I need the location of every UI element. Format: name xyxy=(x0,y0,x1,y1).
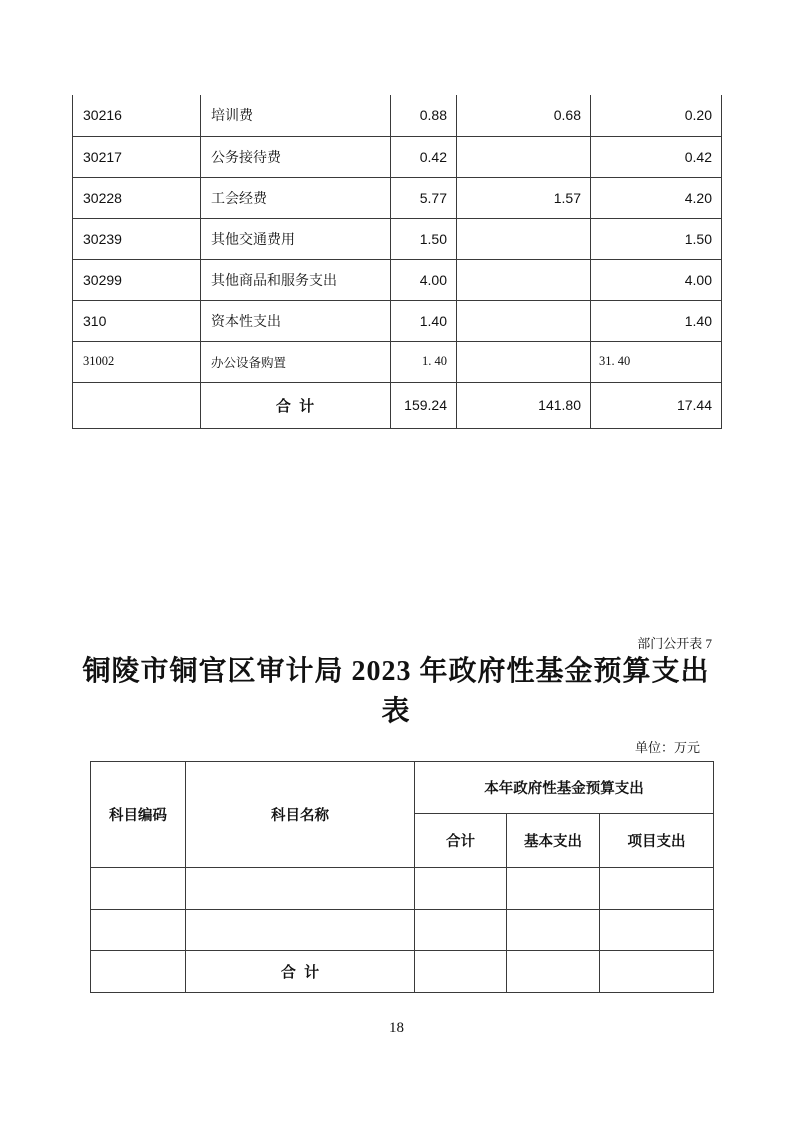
table-title-line2: 表 xyxy=(381,696,411,727)
basic-expense-cell: 0.68 xyxy=(457,95,591,136)
total-cell: 1. 40 xyxy=(391,341,457,382)
table-row xyxy=(73,136,722,177)
subject-name-cell: 公务接待费 xyxy=(201,136,391,177)
total-cell xyxy=(415,910,507,951)
total-cell: 1.40 xyxy=(391,300,457,341)
header-project-expense: 项目支出 xyxy=(600,814,714,868)
total-cell: 1.50 xyxy=(391,218,457,259)
table-row xyxy=(73,177,722,218)
total-cell: 159.24 xyxy=(391,382,457,428)
table-row xyxy=(73,95,722,136)
subject-name-cell: 资本性支出 xyxy=(201,300,391,341)
project-expense-cell xyxy=(600,951,714,993)
project-expense-cell xyxy=(600,910,714,951)
table-title-line1: 铜陵市铜官区审计局 2023 年政府性基金预算支出 xyxy=(82,656,710,687)
unit-label: 单位：万元 xyxy=(634,740,700,755)
table-total-row xyxy=(91,951,714,993)
table-number-label: 部门公开表 7 xyxy=(637,636,712,651)
basic-expense-cell: 141.80 xyxy=(457,382,591,428)
basic-expense-cell xyxy=(507,951,600,993)
basic-expense-cell: 1.57 xyxy=(457,177,591,218)
table-row xyxy=(91,910,714,951)
table-row xyxy=(73,218,722,259)
basic-expense-cell xyxy=(457,136,591,177)
grand-total-label: 合 计 xyxy=(201,382,391,428)
grand-total-label: 合 计 xyxy=(186,951,415,993)
project-expense-cell: 1.40 xyxy=(591,300,722,341)
gov-fund-budget-table xyxy=(90,761,714,993)
subject-name-cell: 其他商品和服务支出 xyxy=(201,259,391,300)
total-cell: 0.42 xyxy=(391,136,457,177)
project-expense-cell: 17.44 xyxy=(591,382,722,428)
table-row xyxy=(73,341,722,382)
subject-code-cell xyxy=(91,868,186,910)
subject-name-cell: 工会经费 xyxy=(201,177,391,218)
project-expense-cell: 4.20 xyxy=(591,177,722,218)
project-expense-cell: 0.42 xyxy=(591,136,722,177)
total-cell xyxy=(415,868,507,910)
table-total-row xyxy=(73,382,722,428)
table-title xyxy=(56,652,736,732)
header-subject-name: 科目名称 xyxy=(186,762,415,868)
table-row xyxy=(73,259,722,300)
subject-name-cell: 培训费 xyxy=(201,95,391,136)
page-number: 18 xyxy=(389,1020,404,1036)
header-subject-code: 科目编码 xyxy=(91,762,186,868)
table-row xyxy=(73,300,722,341)
table-row xyxy=(91,868,714,910)
total-cell: 4.00 xyxy=(391,259,457,300)
total-cell: 5.77 xyxy=(391,177,457,218)
project-expense-cell: 0.20 xyxy=(591,95,722,136)
total-cell xyxy=(415,951,507,993)
basic-expense-cell xyxy=(457,259,591,300)
subject-name-cell xyxy=(186,868,415,910)
basic-expense-cell xyxy=(507,910,600,951)
subject-name-cell xyxy=(186,910,415,951)
subject-code-cell xyxy=(91,910,186,951)
basic-expense-cell xyxy=(457,218,591,259)
subject-code-cell: 31002 xyxy=(73,341,201,382)
subject-code-cell: 30228 xyxy=(73,177,201,218)
basic-expense-cell xyxy=(507,868,600,910)
project-expense-cell: 31. 40 xyxy=(591,341,722,382)
subject-code-cell xyxy=(91,951,186,993)
project-expense-cell: 4.00 xyxy=(591,259,722,300)
subject-name-cell: 办公设备购置 xyxy=(201,341,391,382)
total-cell: 0.88 xyxy=(391,95,457,136)
basic-expense-cell xyxy=(457,341,591,382)
header-total: 合计 xyxy=(415,814,507,868)
basic-expense-cell xyxy=(457,300,591,341)
subject-code-cell: 310 xyxy=(73,300,201,341)
budget-table-continued xyxy=(72,95,722,429)
header-fund-expense-group: 本年政府性基金预算支出 xyxy=(415,762,714,814)
subject-name-cell: 其他交通费用 xyxy=(201,218,391,259)
subject-code-cell: 30216 xyxy=(73,95,201,136)
subject-code-cell xyxy=(73,382,201,428)
subject-code-cell: 30217 xyxy=(73,136,201,177)
subject-code-cell: 30299 xyxy=(73,259,201,300)
project-expense-cell: 1.50 xyxy=(591,218,722,259)
subject-code-cell: 30239 xyxy=(73,218,201,259)
header-row xyxy=(91,762,714,814)
header-basic-expense: 基本支出 xyxy=(507,814,600,868)
project-expense-cell xyxy=(600,868,714,910)
